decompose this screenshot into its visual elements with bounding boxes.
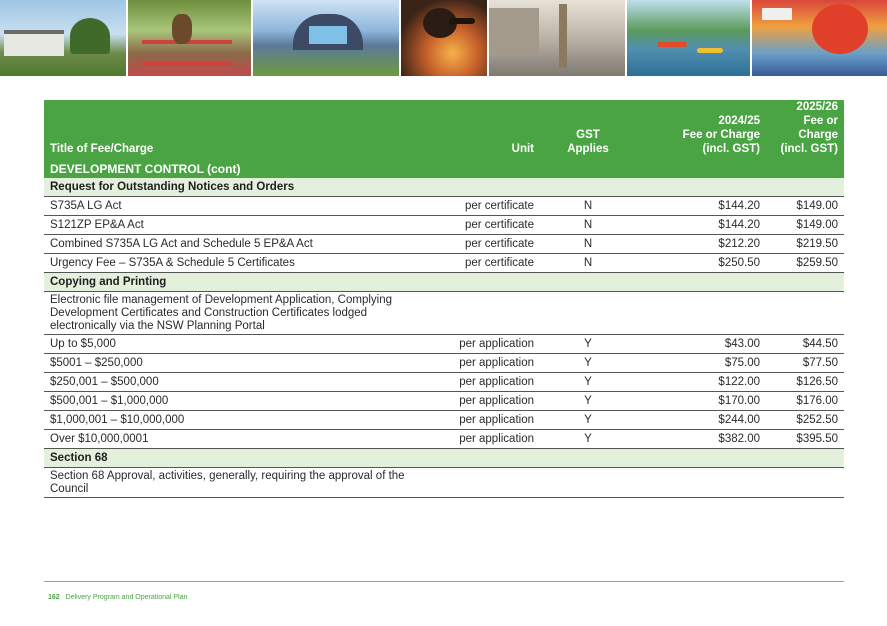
fee-unit: per certificate <box>436 254 540 273</box>
header-fee-line: 2024/25 <box>718 115 760 127</box>
fee-title: S121ZP EP&A Act <box>44 216 436 235</box>
river-kayak-photo <box>627 0 751 76</box>
fee-unit: per application <box>436 411 540 430</box>
table-row <box>44 335 844 354</box>
fee-title: S735A LG Act <box>44 197 436 216</box>
fee-gst: N <box>540 216 636 235</box>
festival-photo <box>752 0 887 76</box>
table-row <box>44 354 844 373</box>
note-row <box>44 292 844 335</box>
fee-gst: Y <box>540 354 636 373</box>
header-fee-line: Fee or Charge <box>798 115 838 141</box>
fee-2025-26: $77.50 <box>766 354 844 373</box>
fee-2024-25: $382.00 <box>636 430 766 449</box>
fee-unit: per application <box>436 430 540 449</box>
fee-2024-25: $144.20 <box>636 197 766 216</box>
kookaburra-photo <box>401 0 487 76</box>
fee-unit: per certificate <box>436 235 540 254</box>
header-fee-line: Fee or Charge <box>682 129 760 141</box>
fee-gst: Y <box>540 392 636 411</box>
note-text <box>44 468 436 498</box>
dog-agility-photo <box>128 0 252 76</box>
fee-table <box>44 100 844 498</box>
subsection-title: Request for Outstanding Notices and Orders <box>44 178 844 197</box>
header-gst-line: GST <box>576 129 600 141</box>
header-title: Title of Fee/Charge <box>44 100 436 160</box>
header-fee-2024-25 <box>636 100 766 160</box>
note-text <box>44 292 436 335</box>
fee-gst: N <box>540 254 636 273</box>
fee-unit: per certificate <box>436 197 540 216</box>
header-fee-line: (incl. GST) <box>780 143 838 155</box>
subsection-row <box>44 178 844 197</box>
table-row <box>44 411 844 430</box>
park-photo <box>0 0 126 76</box>
fee-2025-26: $252.50 <box>766 411 844 430</box>
note-line: Development Certificates and Construction Certificates lodged <box>50 307 368 319</box>
fee-unit: per application <box>436 354 540 373</box>
section-row <box>44 160 844 178</box>
fee-2025-26: $219.50 <box>766 235 844 254</box>
table-row <box>44 216 844 235</box>
footer-divider <box>44 581 844 582</box>
fee-title: $5001 – $250,000 <box>44 354 436 373</box>
subsection-title: Section 68 <box>44 449 844 468</box>
note-line: electronically via the NSW Planning Portal <box>50 320 265 332</box>
street-photo <box>489 0 625 76</box>
fee-gst: N <box>540 235 636 254</box>
fee-2024-25: $75.00 <box>636 354 766 373</box>
fee-2024-25: $244.00 <box>636 411 766 430</box>
fee-title: Urgency Fee – S735A & Schedule 5 Certificates <box>44 254 436 273</box>
header-photo-banner <box>0 0 887 76</box>
fee-unit: per application <box>436 373 540 392</box>
table-row <box>44 197 844 216</box>
page-footer <box>48 594 187 601</box>
note-line: Electronic file management of Development Application, Complying <box>50 294 392 306</box>
fee-title: Combined S735A LG Act and Schedule 5 EP&A Act <box>44 235 436 254</box>
table-row <box>44 235 844 254</box>
fee-2025-26: $395.50 <box>766 430 844 449</box>
fee-2025-26: $259.50 <box>766 254 844 273</box>
fee-2025-26: $126.50 <box>766 373 844 392</box>
table-row <box>44 392 844 411</box>
note-line: Council <box>50 483 89 495</box>
table-row <box>44 254 844 273</box>
fee-2024-25: $144.20 <box>636 216 766 235</box>
fee-2025-26: $149.00 <box>766 216 844 235</box>
header-unit: Unit <box>436 100 540 160</box>
header-gst <box>540 100 636 160</box>
fee-gst: Y <box>540 335 636 354</box>
fee-unit: per application <box>436 392 540 411</box>
fee-gst: Y <box>540 430 636 449</box>
fee-2025-26: $44.50 <box>766 335 844 354</box>
section-title: DEVELOPMENT CONTROL (cont) <box>44 160 844 178</box>
fee-unit: per application <box>436 335 540 354</box>
outdoor-event-photo <box>253 0 399 76</box>
fee-2024-25: $250.50 <box>636 254 766 273</box>
fee-2024-25: $122.00 <box>636 373 766 392</box>
fee-title: Over $10,000,0001 <box>44 430 436 449</box>
fee-title: Up to $5,000 <box>44 335 436 354</box>
note-line: Section 68 Approval, activities, generally, requiring the approval of the <box>50 470 405 482</box>
fee-title: $500,001 – $1,000,000 <box>44 392 436 411</box>
fee-gst: Y <box>540 411 636 430</box>
fee-gst: Y <box>540 373 636 392</box>
subsection-row <box>44 449 844 468</box>
table-row <box>44 430 844 449</box>
table-header-row <box>44 100 844 160</box>
fee-2024-25: $170.00 <box>636 392 766 411</box>
fee-2024-25: $212.20 <box>636 235 766 254</box>
fee-2024-25: $43.00 <box>636 335 766 354</box>
note-row <box>44 468 844 498</box>
document-title: Delivery Program and Operational Plan <box>65 594 188 601</box>
fee-title: $1,000,001 – $10,000,000 <box>44 411 436 430</box>
fee-2025-26: $176.00 <box>766 392 844 411</box>
subsection-title: Copying and Printing <box>44 273 844 292</box>
header-fee-line: (incl. GST) <box>702 143 760 155</box>
subsection-row <box>44 273 844 292</box>
header-fee-2025-26 <box>766 100 844 160</box>
page-number: 162 <box>48 594 60 601</box>
header-fee-line: 2025/26 <box>796 101 838 113</box>
header-gst-line: Applies <box>567 143 609 155</box>
fee-2025-26: $149.00 <box>766 197 844 216</box>
fee-unit: per certificate <box>436 216 540 235</box>
table-row <box>44 373 844 392</box>
fee-title: $250,001 – $500,000 <box>44 373 436 392</box>
fee-gst: N <box>540 197 636 216</box>
